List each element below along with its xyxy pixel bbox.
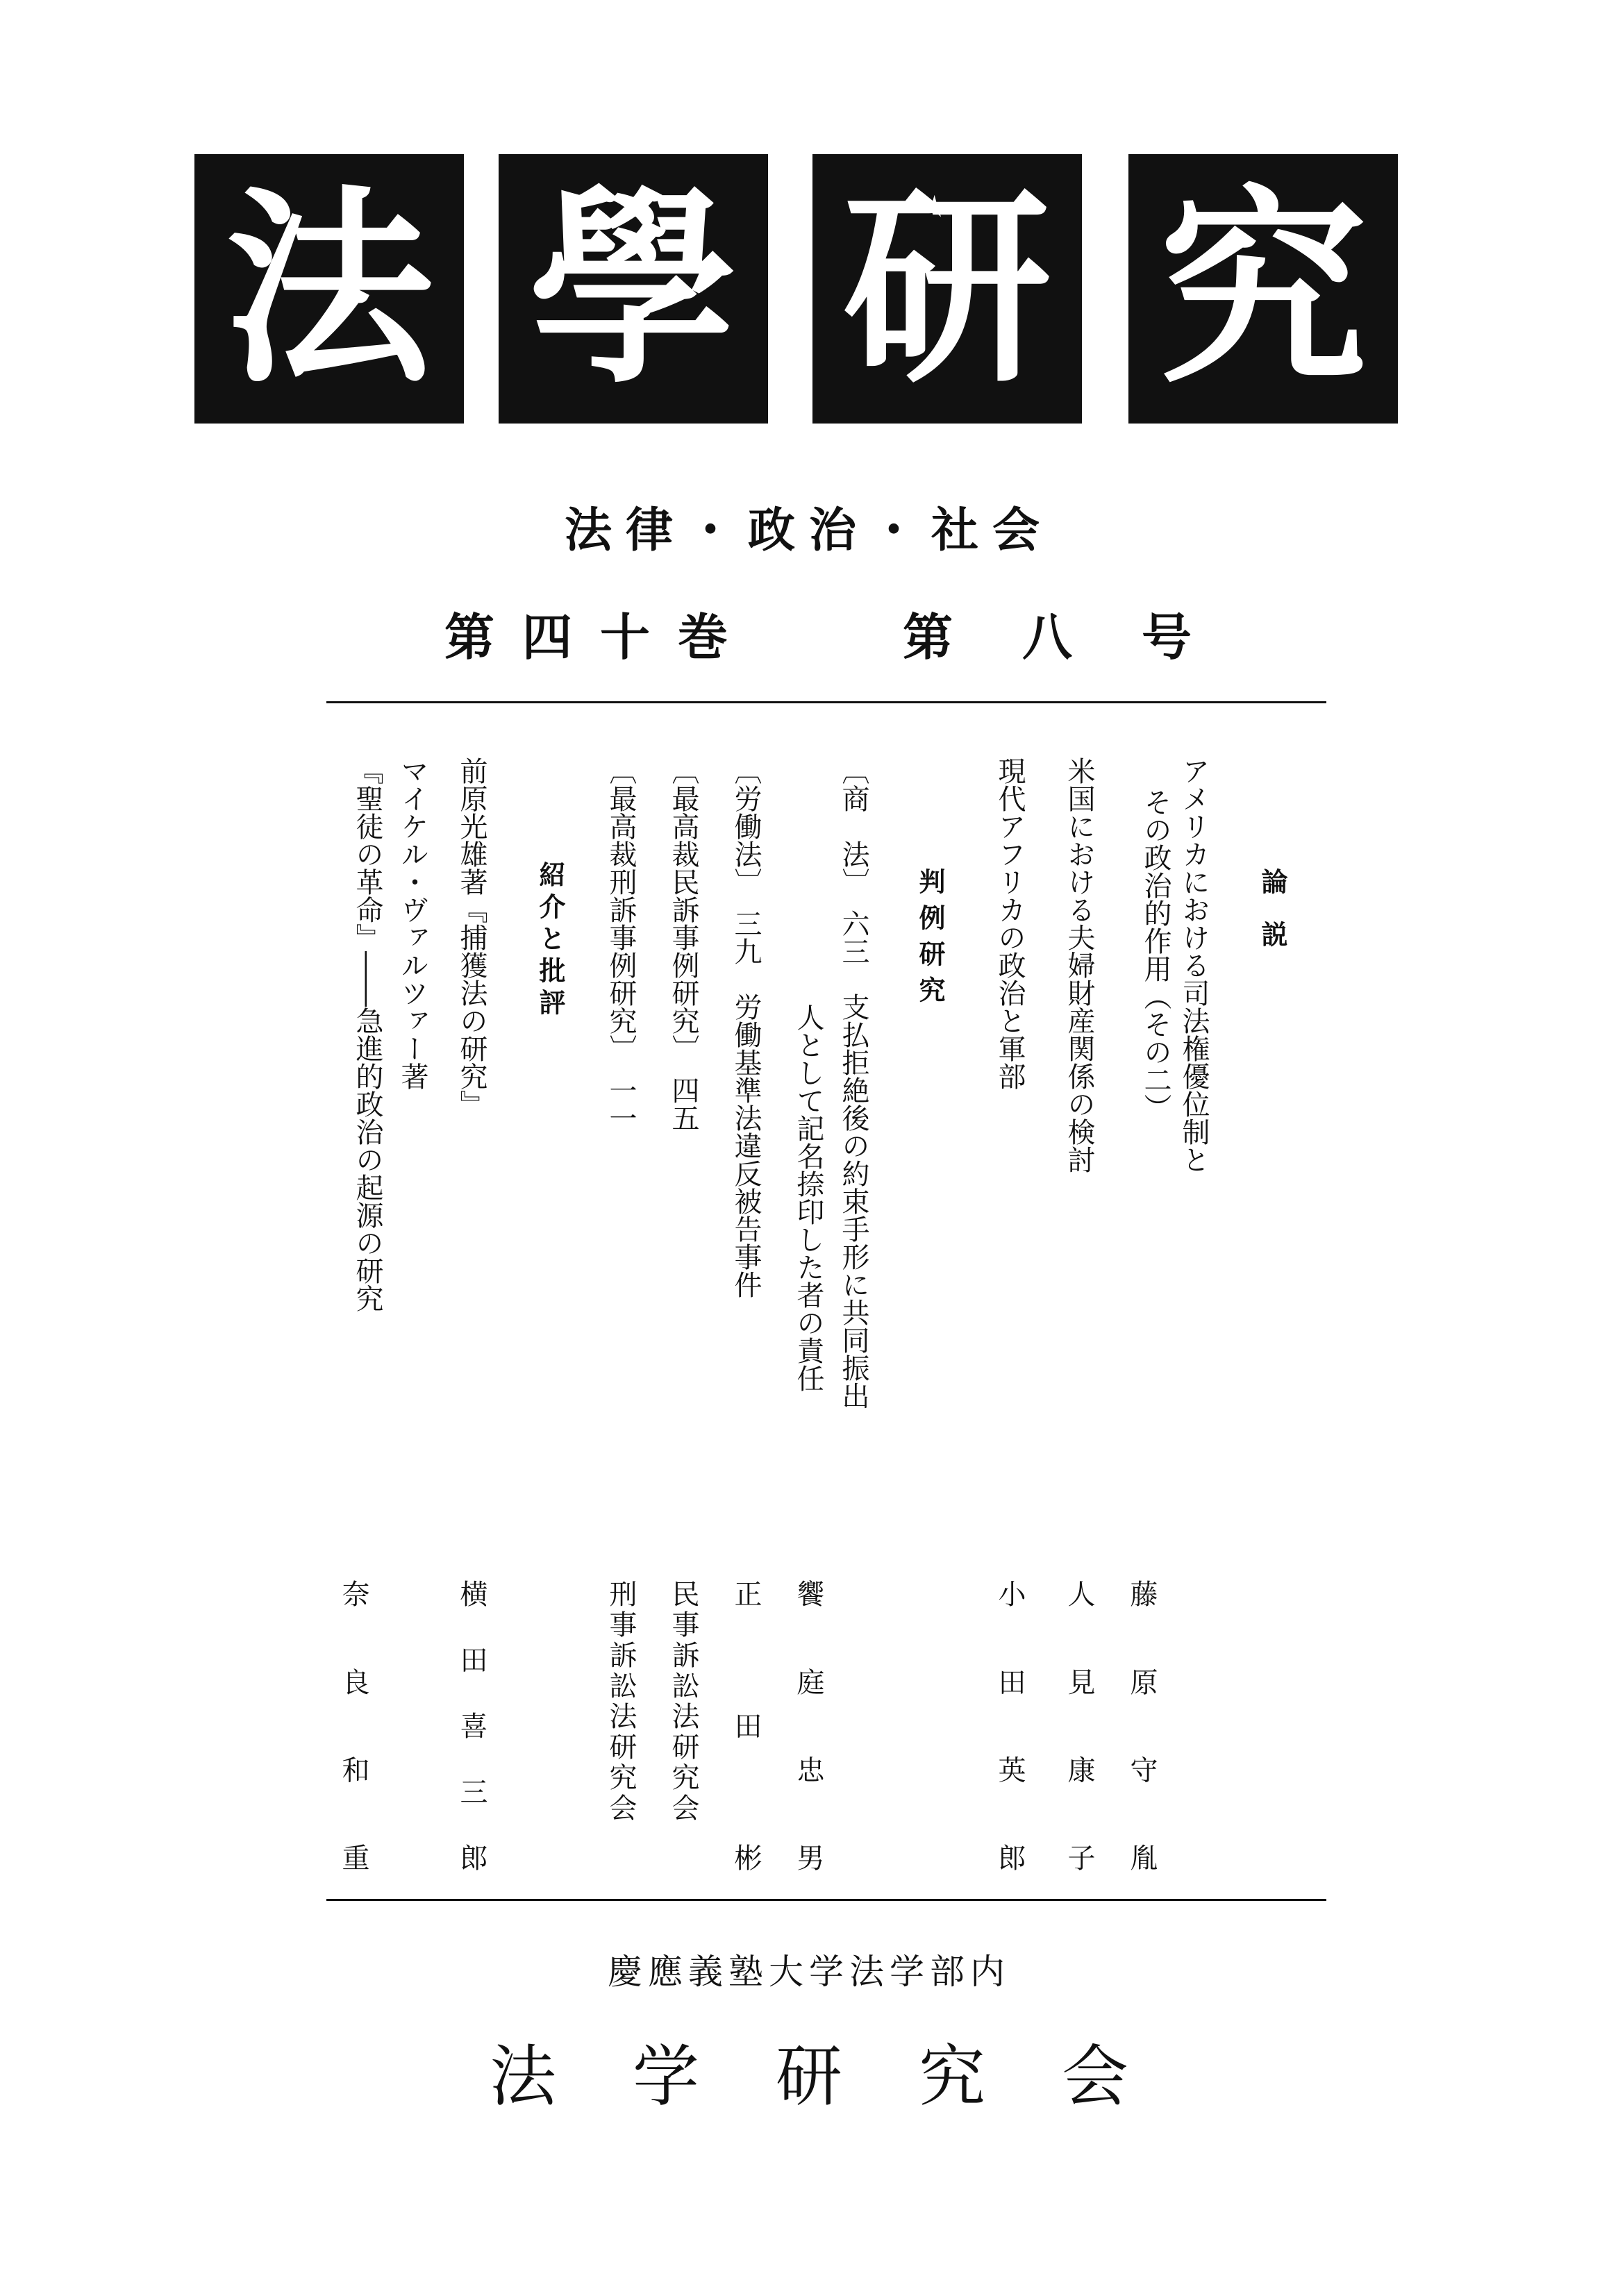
case-4-author: 刑事訴訟法研究会: [605, 1579, 637, 1824]
article-1-title-line1: アメリカにおける司法権優位制と: [1178, 757, 1210, 1173]
review-1-line1: 前原光雄著『捕獲法の研究』: [456, 757, 487, 1118]
article-2-author: 人見康子: [1063, 1579, 1095, 1871]
cases-heading: 判例研究: [915, 868, 945, 1012]
article-3-author: 小田英郎: [994, 1579, 1026, 1871]
article-2-title: 米国における夫婦財産関係の検討: [1063, 757, 1095, 1173]
reviews-heading: 紹介と批評: [535, 861, 565, 1021]
review-2-author: 奈良和重: [337, 1579, 369, 1871]
bottom-divider: [326, 1899, 1326, 1901]
case-3-author: 民事訴訟法研究会: [667, 1579, 699, 1824]
case-2-author: 正田彬: [730, 1579, 762, 1871]
case-1-author: 饗庭忠男: [792, 1579, 824, 1871]
review-2-line1: マイケル・ヴァルツァー著: [397, 757, 428, 1090]
publisher-society: 法学研究会: [490, 2038, 1205, 2115]
masthead-char-3: 研: [812, 154, 1082, 424]
case-1-line2: 人として記名捺印した者の責任: [792, 1003, 824, 1392]
articles-heading: 論 説: [1257, 868, 1287, 947]
volume-label: 第四十巻: [444, 608, 756, 667]
review-2-line2: 『聖徒の革命』――急進的政治の起源の研究: [351, 757, 383, 1312]
case-4-line1: 〔最高裁刑訴事例研究〕 一一: [605, 757, 637, 1132]
case-3-line1: 〔最高裁民訴事例研究〕 四五: [667, 757, 699, 1132]
issue-label: 第八号: [903, 608, 1262, 667]
case-2-line1: 〔労働法〕 三九 労働基準法違反被告事件: [730, 757, 762, 1298]
publisher-affiliation: 慶應義塾大学法学部内: [608, 1952, 1010, 1992]
article-1-author: 藤原守胤: [1126, 1579, 1158, 1871]
masthead-char-4: 究: [1128, 154, 1398, 424]
masthead-char-1: 法: [194, 154, 464, 424]
review-1-author: 横田喜三郎: [456, 1579, 487, 1871]
top-divider: [326, 701, 1326, 703]
masthead-char-2: 學: [499, 154, 768, 424]
article-1-title-line2: その政治的作用（その二）: [1140, 788, 1171, 1121]
case-1-line1: 〔商 法〕 六三 支払拒絶後の約束手形に共同振出: [837, 757, 869, 1409]
subtitle: 法律・政治・社会: [564, 503, 1053, 558]
article-3-title: 現代アフリカの政治と軍部: [994, 757, 1026, 1090]
